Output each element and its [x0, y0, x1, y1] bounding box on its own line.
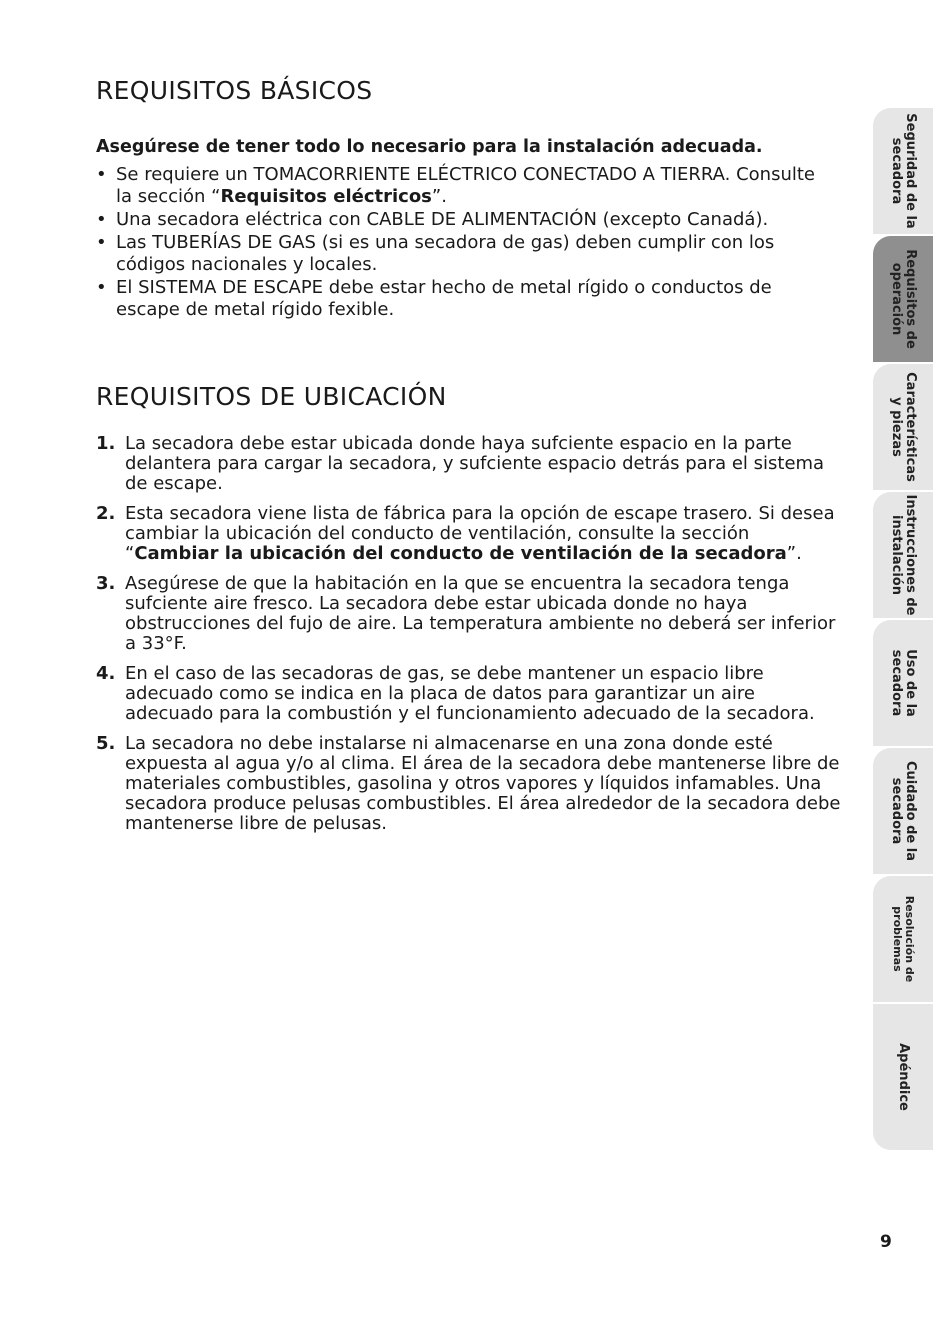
tab-troubleshooting[interactable]: Resolución de problemas	[873, 876, 933, 1002]
bullet-icon: •	[96, 232, 107, 253]
list-item: • Una secadora eléctrica con CABLE DE ALIMENTACIÓN (excepto Canadá).	[96, 209, 769, 230]
bullet-icon: •	[96, 209, 107, 230]
list-item: • Se requiere un TOMACORRIENTE ELÉCTRICO CONECTADO A TIERRA. Consulte la sección “Requisitos eléctricos”.	[96, 164, 815, 207]
basic-requirements-list	[96, 164, 836, 322]
list-item: 1. La secadora debe estar ubicada donde haya sufciente espacio en la parte delantera para cargar la secadora, y sufciente espacio detrás para el sistema de escape.	[96, 433, 825, 494]
tab-dryer-care[interactable]: Cuidado de la secadora	[873, 748, 933, 874]
location-requirements-heading: REQUISITOS DE UBICACIÓN	[96, 382, 447, 411]
bullet-icon: •	[96, 164, 107, 185]
basic-requirements-intro: Asegúrese de tener todo lo necesario para la instalación adecuada.	[96, 137, 763, 157]
bullet-icon: •	[96, 277, 107, 298]
list-item: • Las TUBERÍAS DE GAS (si es una secadora de gas) deben cumplir con los códigos nacionales y locales.	[96, 232, 775, 275]
page-number: 9	[880, 1232, 892, 1252]
list-item: • El SISTEMA DE ESCAPE debe estar hecho de metal rígido o conductos de escape de metal rígido fexible.	[96, 277, 772, 320]
tab-operating-requirements[interactable]: Requisitos de operación	[873, 236, 933, 362]
basic-requirements-heading: REQUISITOS BÁSICOS	[96, 76, 373, 105]
tab-appendix[interactable]: Apéndice	[873, 1004, 933, 1150]
location-requirements-list	[96, 434, 841, 844]
tab-dryer-use[interactable]: Uso de la secadora	[873, 620, 933, 746]
list-item: 4. En el caso de las secadoras de gas, se debe mantener un espacio libre adecuado como se indica en la placa de datos para garantizar un aire adecuado para la combustión y el funcionamiento adecuado de la secadora.	[96, 663, 815, 724]
tab-installation-instructions[interactable]: Instrucciones de instalación	[873, 492, 933, 618]
tab-dryer-safety[interactable]: Seguridad de la secadora	[873, 108, 933, 234]
tab-features-parts[interactable]: Características y piezas	[873, 364, 933, 490]
list-item: 3. Asegúrese de que la habitación en la que se encuentra la secadora tenga sufciente aire fresco. La secadora debe estar ubicada donde no haya obstrucciones del fujo de aire. La temperatura ambiente no deberá ser inferior a 33°F.	[96, 573, 836, 654]
list-item: 2. Esta secadora viene lista de fábrica para la opción de escape trasero. Si desea cambiar la ubicación del conducto de ventilación, consulte la sección “Cambiar la ubicación del conducto de ventilación de la secadora”.	[96, 503, 835, 564]
list-item: 5. La secadora no debe instalarse ni almacenarse en una zona donde esté expuesta al agua y/o al clima. El área de la secadora debe mantenerse libre de materiales combustibles, gasolina y otros vapores y líquidos infamables. Una secadora produce pelusas combustibles. El área alrededor de la secadora debe mantenerse libre de pelusas.	[96, 733, 841, 834]
vent-relocation-reference: Cambiar la ubicación del conducto de ventilación de la secadora	[134, 543, 787, 564]
section-tabs	[873, 108, 933, 1150]
electrical-requirements-reference: Requisitos eléctricos	[220, 186, 432, 207]
